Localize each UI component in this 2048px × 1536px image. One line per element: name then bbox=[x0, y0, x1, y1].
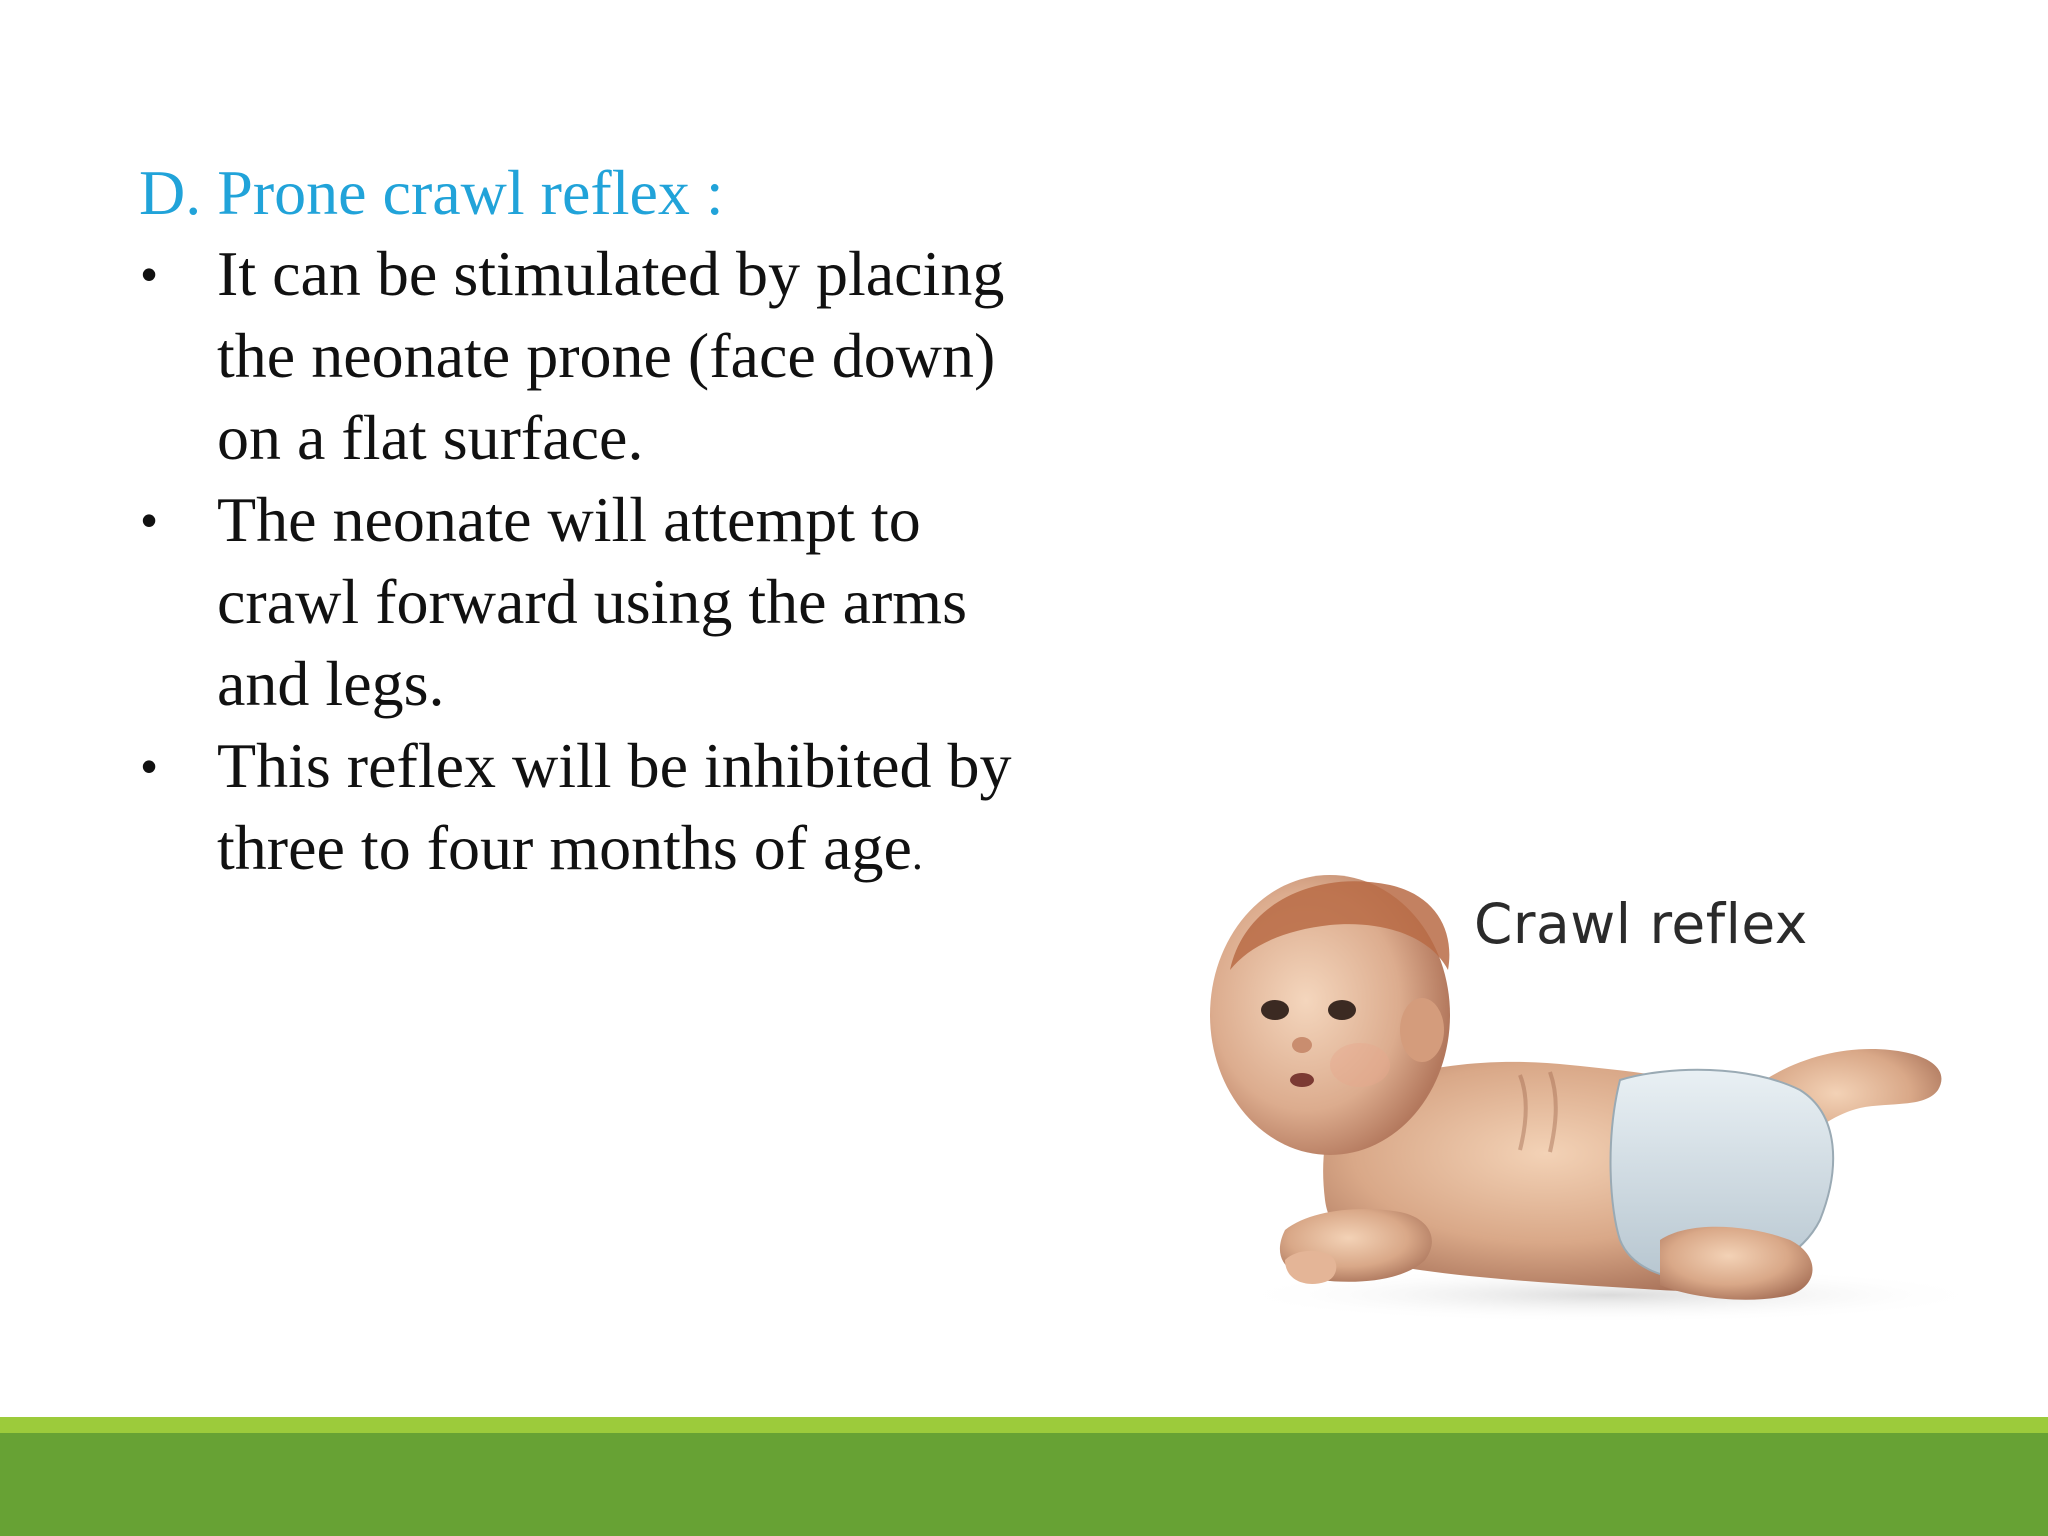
cheek bbox=[1330, 1043, 1390, 1087]
footer-bar bbox=[0, 1433, 2048, 1536]
bullet-line: and legs. bbox=[217, 648, 445, 719]
bullet-line-text: three to four months of age bbox=[217, 812, 912, 883]
nose bbox=[1292, 1037, 1312, 1053]
bullet-line: the neonate prone (face down) bbox=[217, 320, 996, 391]
ear bbox=[1400, 998, 1444, 1062]
bullet-line bbox=[217, 807, 1099, 896]
eye bbox=[1328, 1000, 1356, 1020]
eye bbox=[1261, 1000, 1289, 1020]
bullet-line: on a flat surface. bbox=[217, 402, 644, 473]
bullet-list bbox=[139, 233, 1099, 896]
slide-heading: D. Prone crawl reflex : bbox=[139, 157, 724, 228]
bullet-marker: • bbox=[141, 740, 158, 792]
image-caption: Crawl reflex bbox=[1474, 892, 1808, 956]
hand bbox=[1285, 1251, 1336, 1284]
bullet-item bbox=[139, 479, 1099, 725]
bullet-line: This reflex will be inhibited by bbox=[217, 730, 1012, 801]
bullet-trailing-period: . bbox=[911, 830, 923, 879]
bullet-item bbox=[139, 233, 1099, 479]
bullet-line: crawl forward using the arms bbox=[217, 566, 967, 637]
bullet-line: The neonate will attempt to bbox=[217, 484, 921, 555]
bullet-item bbox=[139, 725, 1099, 896]
bullet-marker: • bbox=[141, 248, 158, 300]
footer-accent-bar bbox=[0, 1417, 2048, 1433]
bullet-line: It can be stimulated by placing bbox=[217, 238, 1005, 309]
bullet-marker: • bbox=[141, 494, 158, 546]
mouth bbox=[1290, 1073, 1314, 1087]
